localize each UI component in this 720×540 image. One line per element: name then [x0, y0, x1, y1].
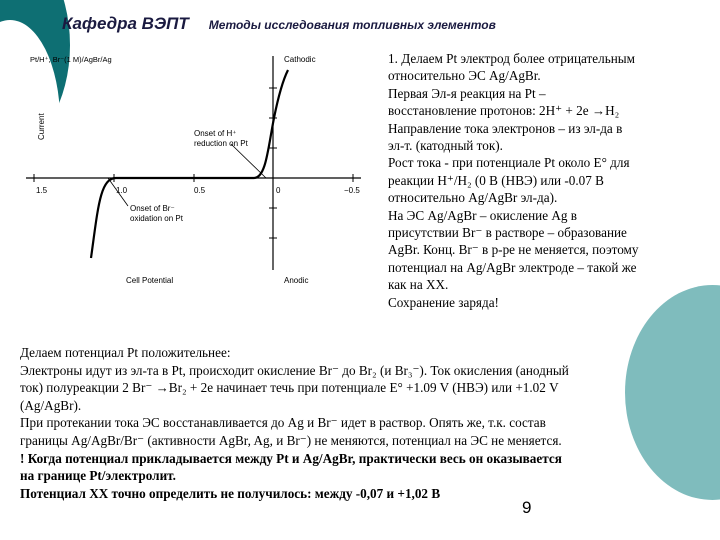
tick-neg-0-5: −0.5 [344, 186, 360, 195]
text-line: Рост тока - при потенциале Pt около E° для [388, 155, 630, 171]
text-line: На ЭС Ag/AgBr – окисление Ag в [388, 207, 577, 223]
tick-1-0: 1.0 [116, 186, 128, 195]
text-line: Направление тока электронов – из эл-да в [388, 120, 623, 136]
onset-h-label-2: reduction on Pt [194, 139, 248, 148]
text-line: присутствии Br⁻ в растворе – образование [388, 225, 627, 241]
cathodic-label: Cathodic [284, 55, 316, 64]
text-line: При протекании тока ЭС восстанавливается до Ag и Br⁻ идет в раствор. Опять же, т.к. состав [20, 415, 546, 431]
text-line: эл-т. (катодный ток). [388, 138, 503, 154]
text-line: Первая Эл-я реакция на Pt – [388, 85, 546, 101]
text-line: Делаем потенциал Pt положительнее: [20, 345, 231, 360]
course-subtitle: Методы исследования топливных элементов [208, 18, 496, 32]
onset-br-label-2: oxidation on Pt [130, 214, 183, 223]
current-axis-label: Current [37, 113, 46, 140]
onset-h-label-1: Onset of H⁺ [194, 129, 237, 138]
text-line: 1. Делаем Pt электрод более отрицательным [388, 51, 636, 66]
tick-1-5: 1.5 [36, 186, 48, 195]
current-potential-diagram [26, 48, 376, 333]
text-line: Электроны идут из эл-та в Pt, происходит окисление Br⁻ до Br₂ (и Br₃⁻). Ток окисления (анодный [20, 362, 569, 378]
text-line: Сохранение заряда! [388, 294, 499, 310]
onset-h-pointer [231, 144, 266, 178]
current-curve [91, 70, 288, 258]
bottom-explanation [20, 344, 700, 502]
anodic-label: Anodic [284, 276, 309, 285]
text-line: ток) полуреакции 2 Br⁻ →Br₂ + 2e начинает течь при потенциале E° +1.09 V (НВЭ) или +1.02 V [20, 380, 559, 396]
text-line: восстановление протонов: 2H⁺ + 2e →H₂ [388, 103, 620, 119]
text-line: реакции H⁺/H₂ (0 В (НВЭ) или -0.07 В [388, 172, 604, 188]
text-line: (Ag/AgBr). [20, 397, 82, 413]
electrode-cell-label: Pt/H⁺, Br⁻(1 M)/AgBr/Ag [30, 55, 112, 64]
right-explanation [388, 50, 700, 311]
text-line: границы Ag/AgBr/Br⁻ (активности AgBr, Ag, и Br⁻) не меняются, потенциал на ЭС не меняется. [20, 432, 562, 448]
department-title: Кафедра ВЭПТ [62, 14, 189, 33]
text-line: относительно Ag/AgBr эл-да). [388, 190, 558, 206]
bold-text-line: на границе Pt/электролит. [20, 468, 176, 484]
bold-text-line: Потенциал ХХ точно определить не получилось: между -0,07 и +1,02 В [20, 485, 441, 501]
tick-0: 0 [276, 186, 281, 195]
text-line: потенциал на Ag/AgBr электроде – такой же [388, 259, 637, 275]
onset-br-label-1: Onset of Br⁻ [130, 204, 175, 213]
text-line: AgBr. Конц. Br⁻ в р-ре не меняется, поэтому [388, 242, 639, 258]
tick-0-5: 0.5 [194, 186, 206, 195]
text-line: относительно ЭС Ag/AgBr. [388, 68, 541, 84]
bold-text-line: ! Когда потенциал прикладывается между Pt и Ag/AgBr, практически весь он оказывается [20, 450, 562, 466]
slide-header [62, 14, 496, 38]
text-line: как на ХХ. [388, 277, 449, 293]
page-number: 9 [522, 498, 532, 517]
cell-potential-label: Cell Potential [126, 276, 174, 285]
